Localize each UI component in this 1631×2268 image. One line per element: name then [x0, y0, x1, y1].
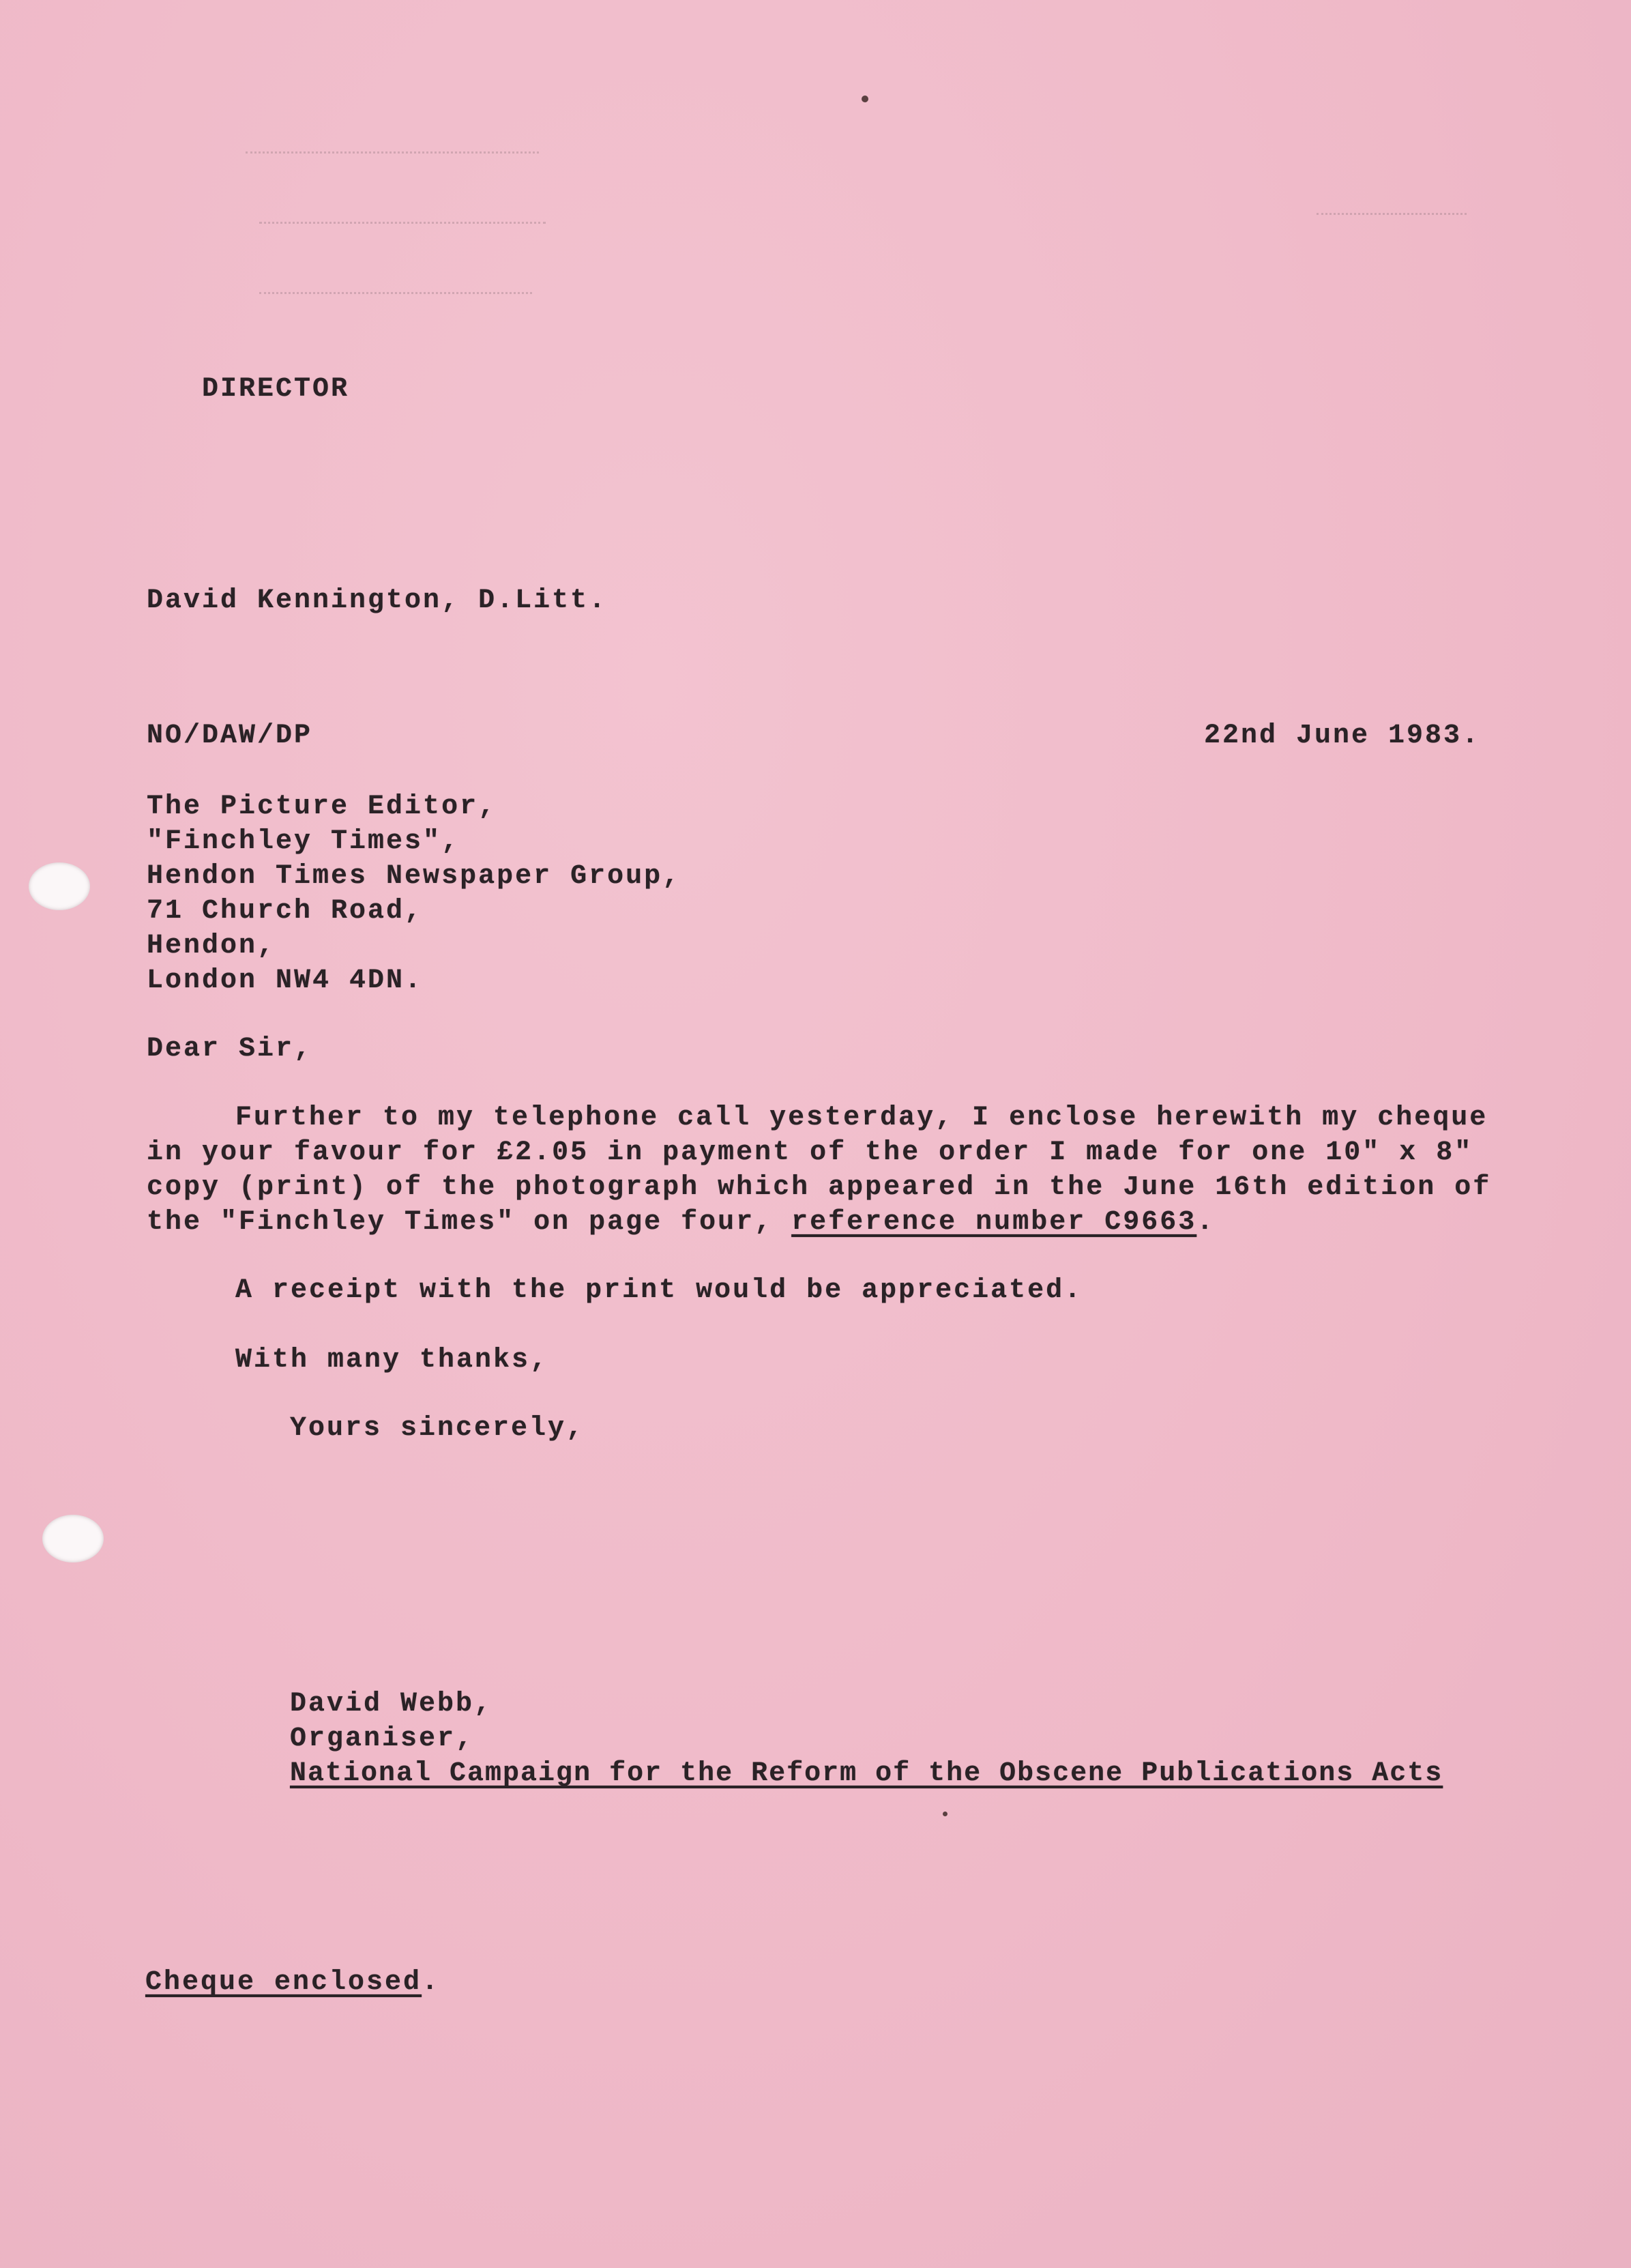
enclosure-note: Cheque enclosed. — [145, 1967, 441, 1998]
body-paragraph-2: A receipt with the print would be appreciated. — [235, 1275, 1083, 1306]
address-line: 71 Church Road, — [147, 896, 424, 927]
salutation: Dear Sir, — [147, 1034, 313, 1064]
body-line-text: the "Finchley Times" on page four, — [147, 1207, 792, 1238]
body-line: in your favour for £2.05 in payment of the order I made for one 10" x 8" — [147, 1137, 1473, 1168]
reference-number: reference number C9663 — [791, 1207, 1197, 1238]
body-line — [147, 1205, 1215, 1240]
address-line: Hendon, — [147, 931, 276, 961]
signatory-role: Organiser, — [290, 1724, 475, 1754]
faint-dotted-line — [1317, 213, 1467, 215]
punch-hole-bottom — [42, 1515, 104, 1562]
letter-date: 22nd June 1983. — [1204, 721, 1481, 751]
body-line-end: . — [1196, 1207, 1216, 1238]
body-line: Further to my telephone call yesterday, I enclose herewith my cheque — [235, 1103, 1488, 1133]
closing-line: Yours sincerely, — [290, 1413, 585, 1444]
faint-dotted-line — [259, 222, 546, 224]
faint-dotted-line — [259, 292, 532, 294]
ink-speck — [862, 96, 868, 102]
address-line: Hendon Times Newspaper Group, — [147, 861, 681, 892]
letterhead-name: David Kennington, D.Litt. — [147, 585, 608, 616]
enclosure-text: Cheque enclosed — [145, 1967, 422, 1998]
ink-speck — [943, 1812, 947, 1816]
reference-code: NO/DAW/DP — [147, 721, 313, 751]
address-line: The Picture Editor, — [147, 791, 497, 822]
signatory-name: David Webb, — [290, 1689, 493, 1719]
faint-dotted-line — [246, 151, 539, 154]
thanks-line: With many thanks, — [235, 1345, 549, 1376]
body-line: copy (print) of the photograph which appeared in the June 16th edition of — [147, 1172, 1492, 1203]
address-line: "Finchley Times", — [147, 826, 460, 857]
organisation-name: National Campaign for the Reform of the Obscene Publications Acts — [290, 1758, 1443, 1789]
punch-hole-top — [29, 862, 90, 910]
address-line: London NW4 4DN. — [147, 965, 424, 996]
department-heading: DIRECTOR — [202, 374, 350, 405]
